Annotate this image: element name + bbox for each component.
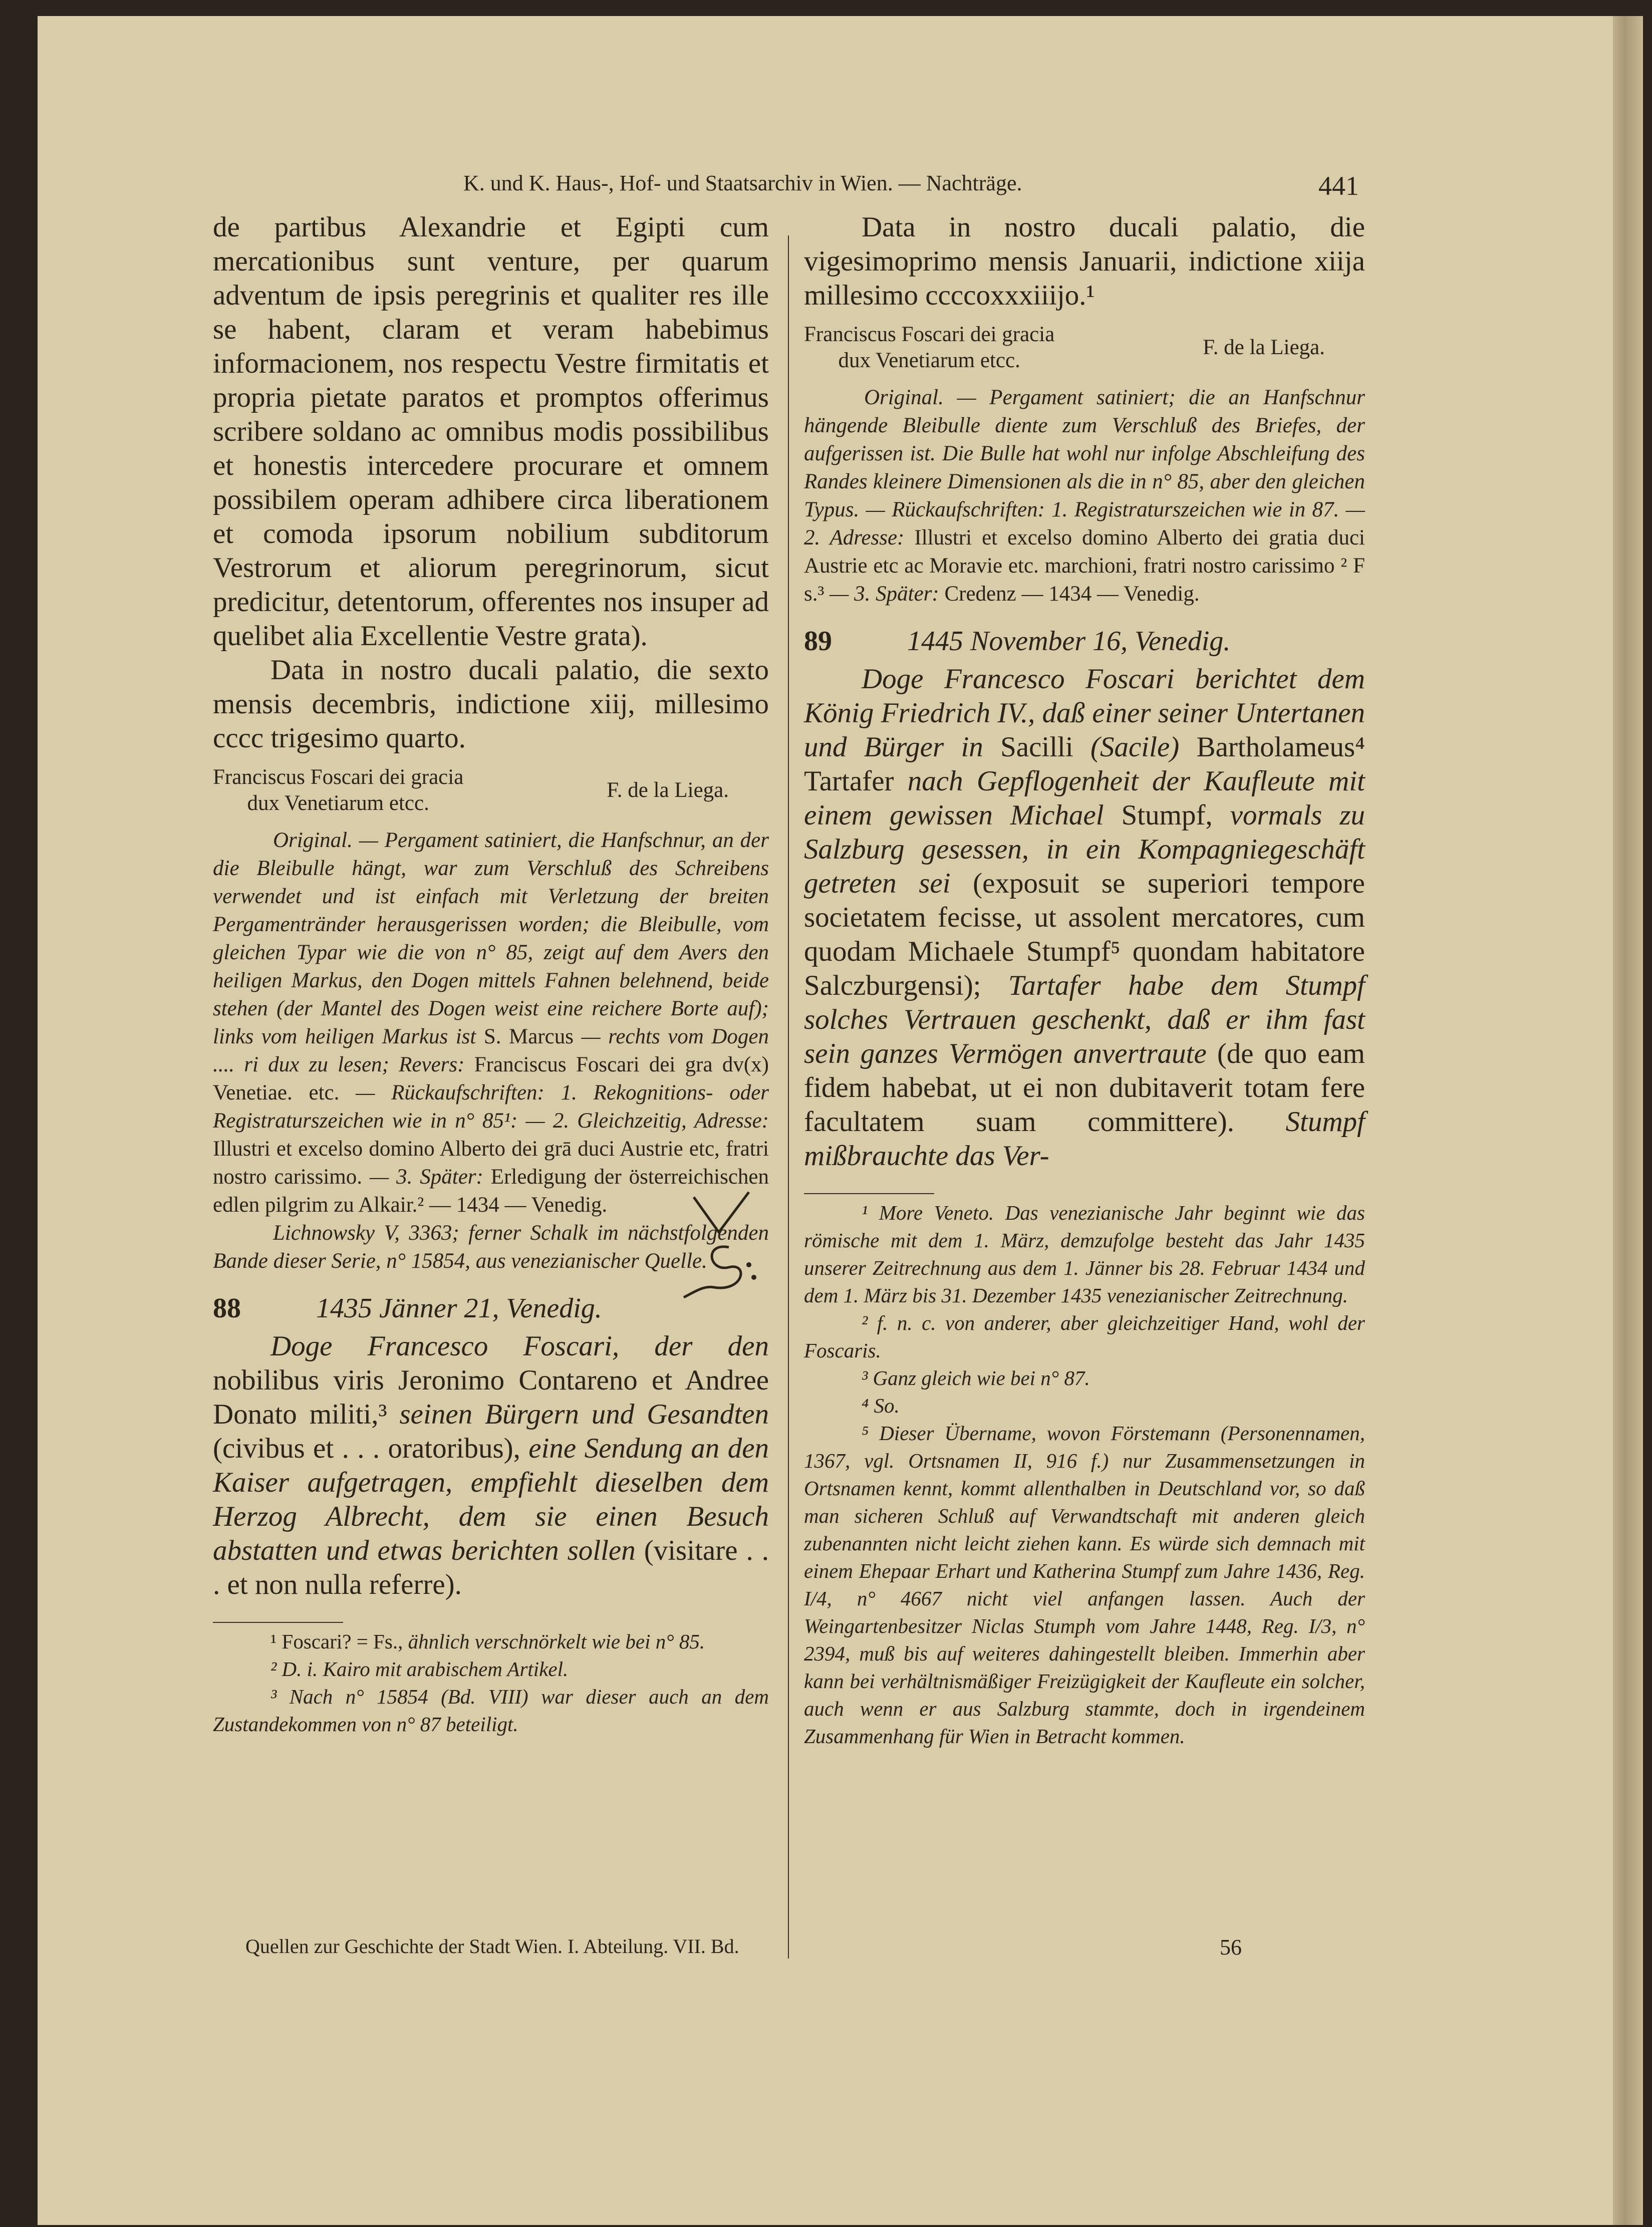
entry-heading-88: 88 1435 Jänner 21, Venedig.: [213, 1293, 602, 1324]
signature-block: [213, 764, 769, 816]
literature-note: Lichnowsky V, 3363; ferner Schalk im nächstfolgenden Bande dieser Serie, n° 15854, aus venezianischer Quelle.: [213, 1221, 769, 1273]
scribe: F. de la Liega.: [1203, 336, 1325, 359]
footnote-3: ³ Nach n° 15854 (Bd. VIII) war dieser auch an dem Zustandekommen von n° 87 beteiligt.: [213, 1685, 769, 1736]
footnote-5: ⁵ Dieser Übername, wovon Förstemann (Personennamen, 1367, vgl. Ortsnamen II, 916 f.) nur Zusammensetzungen in Ortsnamen kennt, kommt allenthalben in Deutschland vor, so daß man sicheren Schluß auf Verwandtschaft mit anderen gleich zubenannten nicht leicht ziehen kann. Es würde sich demnach mit einem Ehepaar Erhart und Katherina Stumpf zum Jahre 1436, Reg. I/4, n° 4667 nicht viel anfangen lassen. Auch der Weingartenbesitzer Niclas Stumph vom Jahre 1448, Reg. I/3, n° 2394, muß bis auf weiteres dahingestellt bleiben. Immerhin aber kann bei verhältnismäßiger Freizügigkeit der Kaufleute ein solcher, auch wenn er aus Salzburg stammte, doch in irgendeinem Zusammenhang für Wien in Betracht kommen.: [804, 1422, 1365, 1748]
signature-block: [804, 322, 1365, 374]
signer-line-1: Franciscus Foscari dei gracia: [213, 765, 464, 789]
dating-clause: Data in nostro ducali palatio, die sexto mensis decembris, indictione xiij, millesimo cccc trigesimo quarto.: [213, 654, 769, 754]
footnote-rule: [804, 1193, 934, 1194]
signer-line-1: Franciscus Foscari dei gracia: [804, 323, 1055, 346]
page-edge: [1613, 16, 1643, 2225]
footnote-rule: [213, 1622, 343, 1623]
document-text: de partibus Alexandrie et Egipti cum mercationibus sunt venture, per quarum adventum de ipsis peregrinis et qualiter res ille se habent, claram et veram habebimus informacionem, nos respectu Vestre firmitatis et propria pietate paratos et promptos offerimus scribere soldano ac omnibus modis possibilibus et honestis intercedere procurare et omnem possibilem operam adhibere circa liberationem et comoda ipsorum nobilium subditorum Vestrorum et aliorum peregrinorum, sicut predicitur, detentorum, offerentes nos insuper ad quelibet alia Excellentie Vestre grata).: [213, 211, 769, 652]
entry-heading-89: 89 1445 November 16, Venedig.: [804, 626, 1231, 657]
footnote-1: ¹ Foscari? = Fs., ähnlich verschnörkelt wie bei n° 85.: [270, 1630, 705, 1653]
footnote-2: ² D. i. Kairo mit arabischem Artikel.: [270, 1657, 569, 1681]
left-column: [213, 210, 769, 1738]
entry-89-regest: Doge Francesco Foscari berichtet dem König Friedrich IV., daß einer seiner Untertanen und Bürger in Sacilli (Sacile) Bartholameus⁴ Tartafer nach Gepflogenheit der Kaufleute mit einem gewissen Michael Stumpf, vormals zu Salzburg gesessen, in ein Kompagniegeschäft getreten sei (exposuit se superiori tempore societatem fecisse, ut assolent mercatores, cum quodam Michaele Stumpf⁵ quondam habitatore Salczburgensi); Tartafer habe dem Stumpf solches Vertrauen geschenkt, daß er ihm fast sein ganzes Vermögen anvertraute (de quo eam fidem habebat, ut ei non dubitaverit totam fere facultatem suam committere). Stumpf mißbrauchte das Ver-: [804, 663, 1365, 1172]
running-title: K. und K. Haus-, Hof- und Staatsarchiv in Wien. — Nachträge.: [463, 171, 1022, 195]
page-number: 441: [1318, 171, 1359, 201]
scribe: F. de la Liega.: [607, 778, 729, 802]
dating-clause: Data in nostro ducali palatio, die vigesimoprimo mensis Januarii, indictione xiija millesimo ccccoxxxiiijo.¹: [804, 211, 1365, 311]
right-column: [804, 210, 1365, 1750]
footer-source: Quellen zur Geschichte der Stadt Wien. I. Abteilung. VII. Bd.: [245, 1935, 739, 1958]
registry-mark-icon: [674, 1187, 774, 1312]
signer-line-2: dux Venetiarum etcc.: [247, 791, 429, 815]
footnote-3: ³ Ganz gleich wie bei n° 87.: [862, 1366, 1090, 1389]
footnote-4: ⁴ So.: [862, 1394, 900, 1417]
footnote-2: ² f. n. c. von anderer, aber gleichzeitiger Hand, wohl der Foscaris.: [804, 1311, 1365, 1362]
entry-88-regest: Doge Francesco Foscari, der den nobilibus viris Jeronimo Contareno et Andree Donato militi,³ seinen Bürgern und Gesandten (civibus et . . . oratoribus), eine Sendung an den Kaiser aufgetragen, empfiehlt dieselben dem Herzog Albrecht, dem sie einen Besuch abstatten und etwas berichten sollen (visitare . . . et non nulla referre).: [213, 1330, 769, 1600]
signer-line-2: dux Venetiarum etcc.: [838, 349, 1020, 372]
archival-note: Original. — Pergament satiniert; die an Hanfschnur hängende Bleibulle diente zum Verschluß des Briefes, der aufgerissen ist. Die Bulle hat wohl nur infolge Abschleifung des Randes kleinere Dimensionen als die in n° 85, aber den gleichen Typus. — Rückaufschriften: 1. Registraturszeichen wie in 87. — 2. Adresse: Illustri et excelso domino Alberto dei gratia duci Austrie etc ac Moravie etc. marchioni, fratri nostro carissimo ² F s.³ — 3. Später: Credenz — 1434 — Venedig.: [804, 386, 1365, 606]
column-divider: [788, 235, 789, 1959]
archival-note: Original. — Pergament satiniert, die Hanfschnur, an der die Bleibulle hängt, war zum Verschluß des Schreibens verwendet und ist einfach mit Verletzung der breiten Pergamentränder herausgerissen worden; die Bleibulle, vom gleichen Typar wie die von n° 85, zeigt auf dem Avers den heiligen Markus, den Dogen mittels Fahnen belehnend, beide stehen (der Mantel des Dogen weist eine reichere Borte auf); links vom heiligen Markus ist S. Marcus — rechts vom Dogen .... ri dux zu lesen; Revers: Franciscus Foscari dei gra dv(x) Venetiae. etc. — Rückaufschriften: 1. Rekognitions- oder Registraturszeichen wie in n° 85¹: — 2. Gleichzeitig, Adresse: Illustri et excelso domino Alberto dei grā duci Austrie etc, fratri nostro carissimo. — 3. Später: Erledigung der österreichischen edlen pilgrim zu Alkair.² — 1434 — Venedig.: [213, 828, 769, 1217]
footnote-1: ¹ More Veneto. Das venezianische Jahr beginnt wie das römische mit dem 1. März, demzufolge besteht das Jahr 1435 unserer Zeitrechnung aus dem 1. Jänner bis 28. Februar 1434 und dem 1. März bis 31. Dezember 1435 venezianischer Zeitrechnung.: [804, 1201, 1365, 1307]
footer-signature-mark: 56: [1220, 1935, 1242, 1960]
